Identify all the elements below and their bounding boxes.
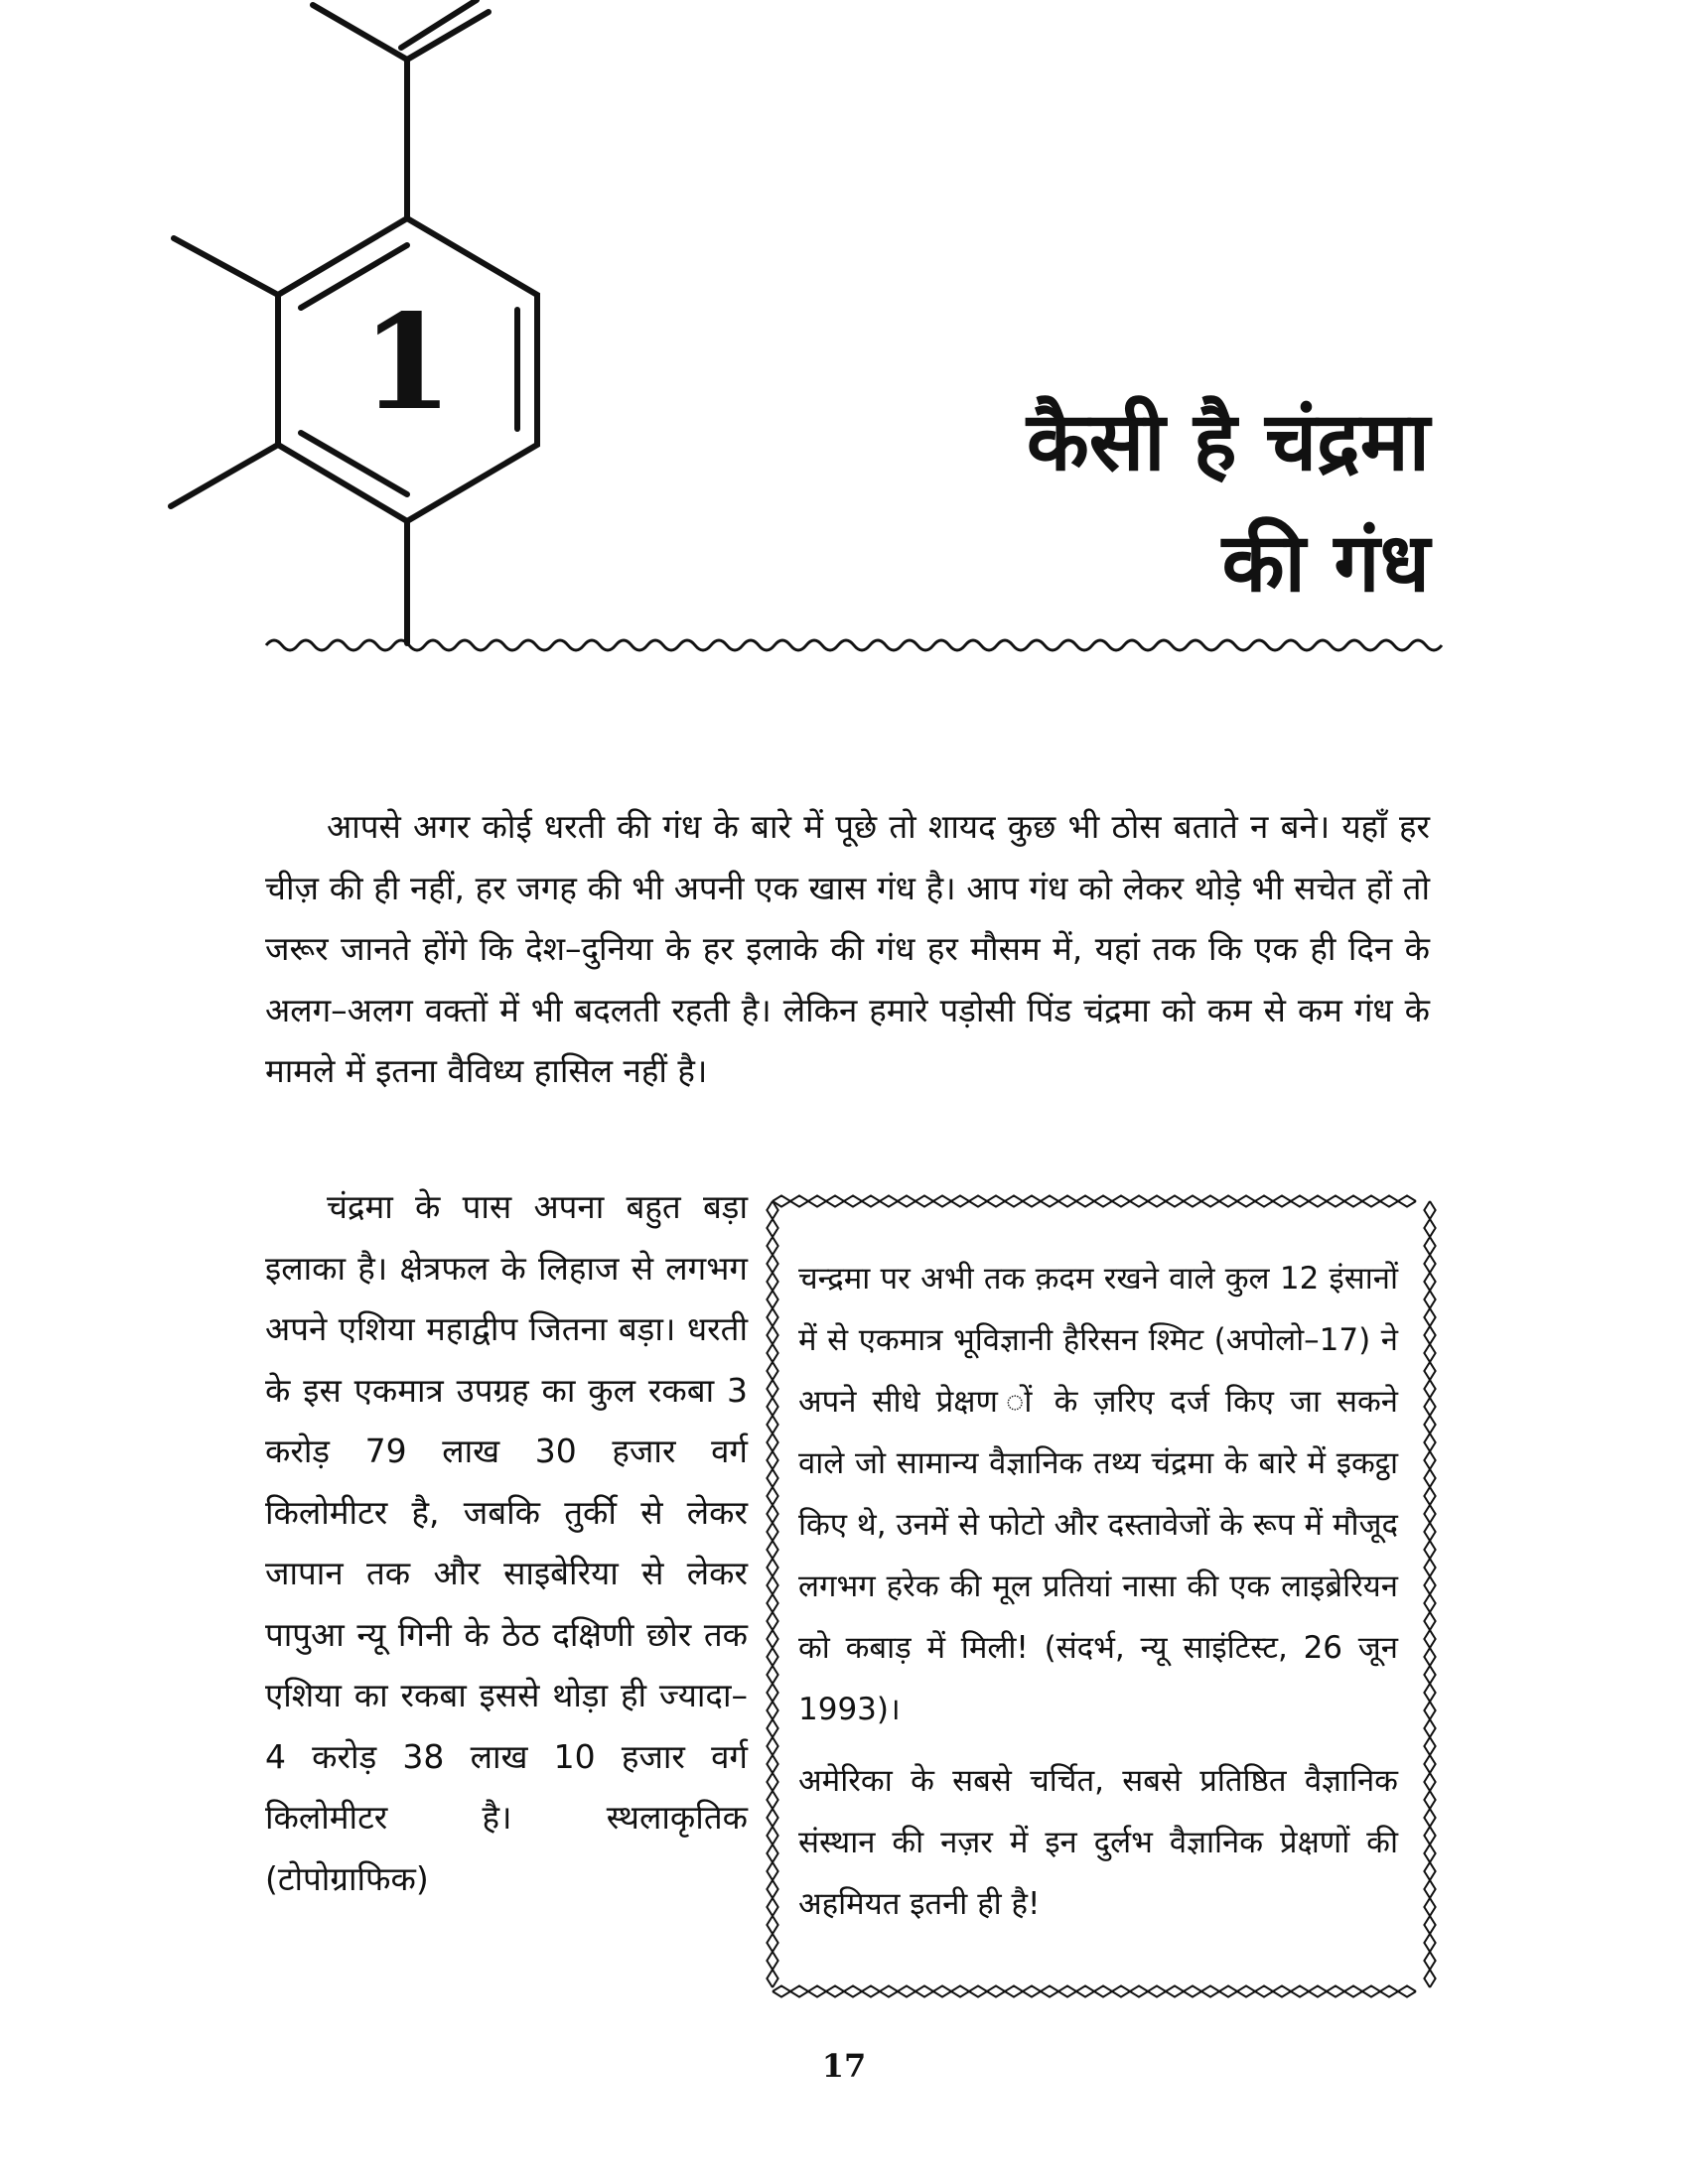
sidebar-border-segment [1430, 1201, 1436, 1987]
chapter-title-line-1: कैसी है चंद्रमा [1026, 395, 1430, 489]
sidebar-text [798, 1248, 1398, 1935]
bond-left-lower [171, 445, 278, 506]
chapter-title-line-2: की गंध [1221, 516, 1430, 611]
body-paragraph-2-text: चंद्रमा के पास अपना बहुत बड़ा इलाका है। क्षेत्रफल के लिहाज से लगभग अपने एशिया महाद्वीप जितना बड़ा। धरती के इस एकमात्र उपग्रह का कुल रकबा 3 करोड़ 79 लाख 30 हजार वर्ग किलोमीटर है, जबकि तुर्की से लेकर जापान तक और साइबेरिया से लेकर पापुआ न्यू गिनी के ठेठ दक्षिणी छोर तक एशिया का रकबा इससे थोड़ा ही ज्यादा– 4 करोड़ 38 लाख 10 हजार वर्ग किलोमीटर है। [265, 1187, 748, 1837]
body-paragraph-1: आपसे अगर कोई धरती की गंध के बारे में पूछे तो शायद कुछ भी ठोस बताते न बने। यहाँ हर चीज़ की ही नहीं, हर जगह की भी अपनी एक खास गंध है। आप गंध को लेकर थोड़े भी सचेत हों तो जरूर जानते होंगे कि देश–दुनिया के हर इलाके की गंध हर मौसम में, यहां तक कि एक ही दिन के अलग–अलग वक्तों में भी बदलती रहती है। लेकिन हमारे पड़ोसी पिंड चंद्रमा को कम से कम गंध के मामले में इतना वैविध्य हासिल नहीं है। [265, 807, 1430, 1090]
inner-bond-bottom-left [301, 433, 407, 494]
wavy-divider [266, 640, 1442, 650]
body-paragraph-2 [265, 1176, 748, 1909]
sidebar-paragraph-1: चन्द्रमा पर अभी तक क़दम रखने वाले कुल 12 इंसानों में से एकमात्र भूविज्ञानी हैरिसन श्मिट (अपोलो–17) ने अपने सीधे प्रेक्षण ों के ज़रिए दर्ज किए जा सकने वाले जो सामान्य वैज्ञानिक तथ्य चंद्रमा के बारे में इकट्ठा किए थे, उनमें से फोटो और दस्तावेजों के रूप में मौजूद लगभग हरेक की मूल प्रतियां नासा की एक लाइब्रेरियन को कबाड़ में मिली! (संदर्भ, न्यू साइंटिस्ट, 26 जून 1993)। [798, 1261, 1398, 1727]
body-paragraph-2-tail: स्थलाकृतिक (टोपोग्राफिक) [265, 1798, 748, 1898]
chapter-number: 1 [361, 286, 453, 440]
sidebar-paragraph-2: अमेरिका के सबसे चर्चित, सबसे प्रतिष्ठित वैज्ञानिक संस्थान की नज़र में इन दुर्लभ वैज्ञानिक प्रेक्षणों की अहमियत इतनी ही है! [798, 1763, 1398, 1922]
bond-left-upper [174, 238, 278, 295]
page-number: 17 [821, 2047, 867, 2085]
bond-top-left [313, 5, 407, 60]
chapter-title [675, 382, 1430, 624]
